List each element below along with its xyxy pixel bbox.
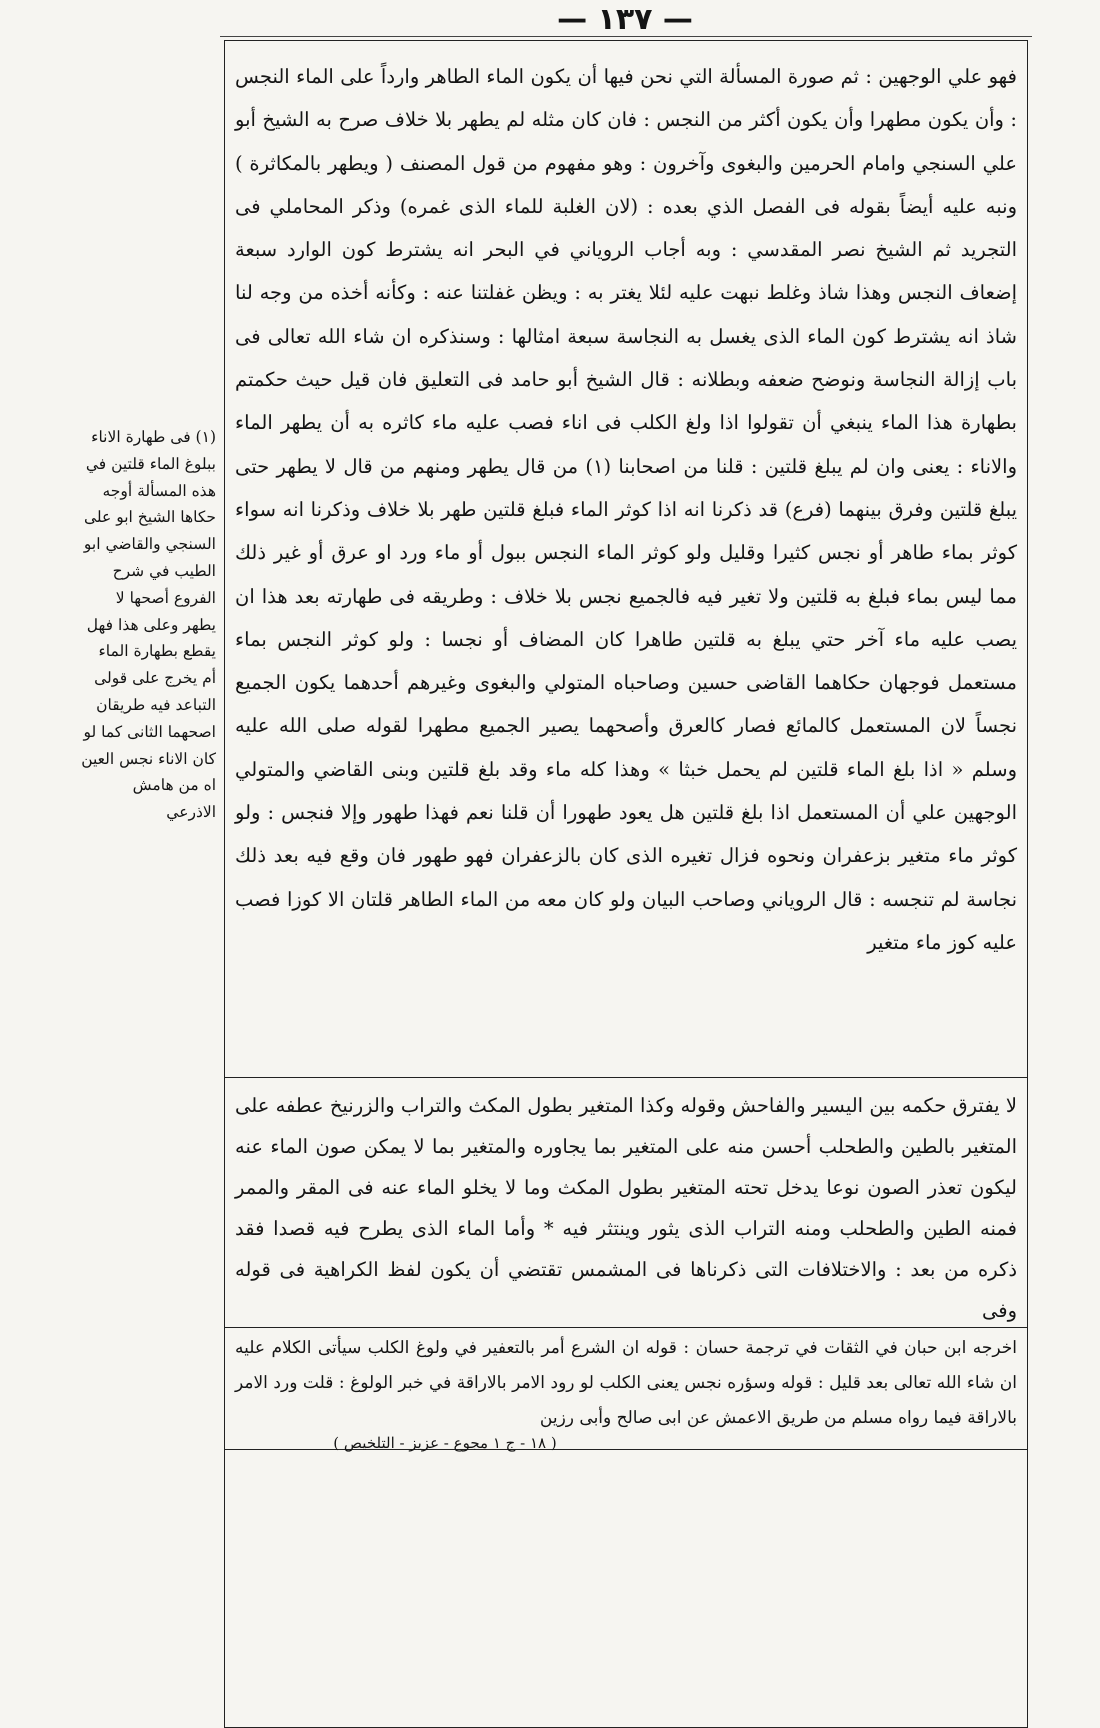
main-text: فهو علي الوجهين : ثم صورة المسألة التي نحن فيها أن يكون الماء الطاهر وارداً على الماء النجس : وأن يكون مطهرا وأن يكون أكثر من النجس : فان كان مثله لم يطهر بلا خلاف صرح به الشيخ أبو علي السنجي وامام الحرمين والبغوى وآخرون : وهو مفهوم من قول المصنف ( ويطهر بالمكاثرة ) ونبه عليه أيضاً بقوله فى الفصل الذي بعده : (لان الغلبة للماء الذى غمره) وذكر المحاملي فى التجريد ثم الشيخ نصر المقدسي : وبه أجاب الروياني في البحر انه يشترط كون الوارد سبعة إضعاف النجس وهذا شاذ وغلط نبهت عليه لئلا يغتر به : ويظن غفلتنا عنه : وكأنه أخذه من وجه لنا شاذ انه يشترط كون الماء الذى يغسل به النجاسة سبعة امثالها : وسنذكره ان شاء الله تعالى فى باب إزالة النجاسة ونوضح ضعفه وبطلانه : قال الشيخ أبو حامد فى التعليق فان قيل حيث حكمتم بطهارة هذا الماء ينبغي أن تقولوا اذا ولغ الكلب فى اناء فصب عليه ماء كاثره به أن يطهر الماء والاناء : يعنى وان لم يبلغ قلتين : قلنا من اصحابنا (١) من قال يطهر ومنهم من قال لا يطهر حتى يبلغ قلتين وفرق بينهما (فرع) قد ذكرنا انه اذا كوثر الماء فبلغ قلتين طهر بلا خلاف وذكرنا انه سواء كوثر بماء طاهر أو نجس كثيرا وقليل ولو كوثر الماء النجس ببول أو ماء ورد او عرق أو غير ذلك مما ليس بماء فبلغ به قلتين ولا تغير فيه فالجميع نجس بلا خلاف : وطريقه فى طهارته بعد هذا ان يصب عليه ماء آخر حتي يبلغ به قلتين طاهرا كان المضاف أو نجسا : ولو كوثر النجس بماء مستعمل فوجهان حكاهما القاضى حسين وصاحباه المتولي والبغوى وغيرهم أحدهما يكون الجميع نجساً لان المستعمل كالمائع فصار كالعرق وأصحهما يصير الجميع مطهرا لقوله صلى الله عليه وسلم « اذا بلغ الماء قلتين لم يحمل خبثا » وهذا كله ماء وقد بلغ قلتين وبنى القاضي والمتولي الوجهين علي أن المستعمل اذا بلغ قلتين هل يعود طهورا أن قلنا نعم فهذا طهور وإلا فنجس : ولو كوثر ماء متغير بزعفران ونحوه فزال تغيره الذى كان بالزعفران فهو طهور فان وقع فيه بعد ذلك نجاسة لم تنجسه : قال الروياني وصاحب البيان ولو كان معه من الماء الطاهر قلتان الا كوزا فصب عليه كوز ماء متغير: [235, 65, 1018, 954]
footnote-text: اخرجه ابن حبان في الثقات في ترجمة حسان : قوله ان الشرع أمر بالتعفير في ولوغ الكلب سيأتى الكلام عليه ان شاء الله تعالى بعد قليل : قوله وسؤره نجس يعنى الكلب لو رود الامر بالاراقة في خبر الولوغ : قلت ورد الامر بالاراقة فيما رواه مسلم من طريق الاعمش عن ابى صالح وأبى رزين: [235, 1338, 1017, 1428]
footer-caption: ( ١٨ - ج ١ مجوع - عزيز - التلخيص ): [333, 1434, 557, 1452]
footnote-divider: [225, 1327, 1027, 1328]
commentary-text: لا يفترق حكمه بين اليسير والفاحش وقوله وكذا المتغير بطول المكث والتراب والزرنيخ عطفه على المتغير بالطين والطحلب أحسن منه على المتغير بما يجاوره والمتغير بما لا يمكن صون الماء عنه ليكون تعذر الصون نوعا يدخل تحته المتغير بطول المكث وما لا يخلو الماء عنه فى المقر والممر فمنه الطين والطحلب ومنه التراب الذى يثور وينتثر فيه * وأما الماء الذى يطرح فيه قصدا فقد ذكره من بعد : والاختلافات التى ذكرناها فى المشمس تقتضي أن يكون لفظ الكراهية فى قوله وفى: [235, 1094, 1017, 1322]
section-divider: [225, 1077, 1027, 1078]
margin-note: (١) فى طهارة الاناء ببلوغ الماء قلتين في هذه المسألة أوجه حكاها الشيخ ابو على السنجي والقاضي ابو الطيب في شرح الفروع أصحها لا يطهر وعلى هذا فهل يقطع بطهارة الماء أم يخرج على قولى التباعد فيه طريقان اصحهما الثانى كما لو كان الاناء نجس العين اه من هامش الاذرعي: [81, 428, 216, 822]
frame-top-border: [220, 36, 1032, 37]
text-frame: [224, 40, 1028, 1728]
page-number: — ١٣٧ —: [557, 2, 693, 37]
